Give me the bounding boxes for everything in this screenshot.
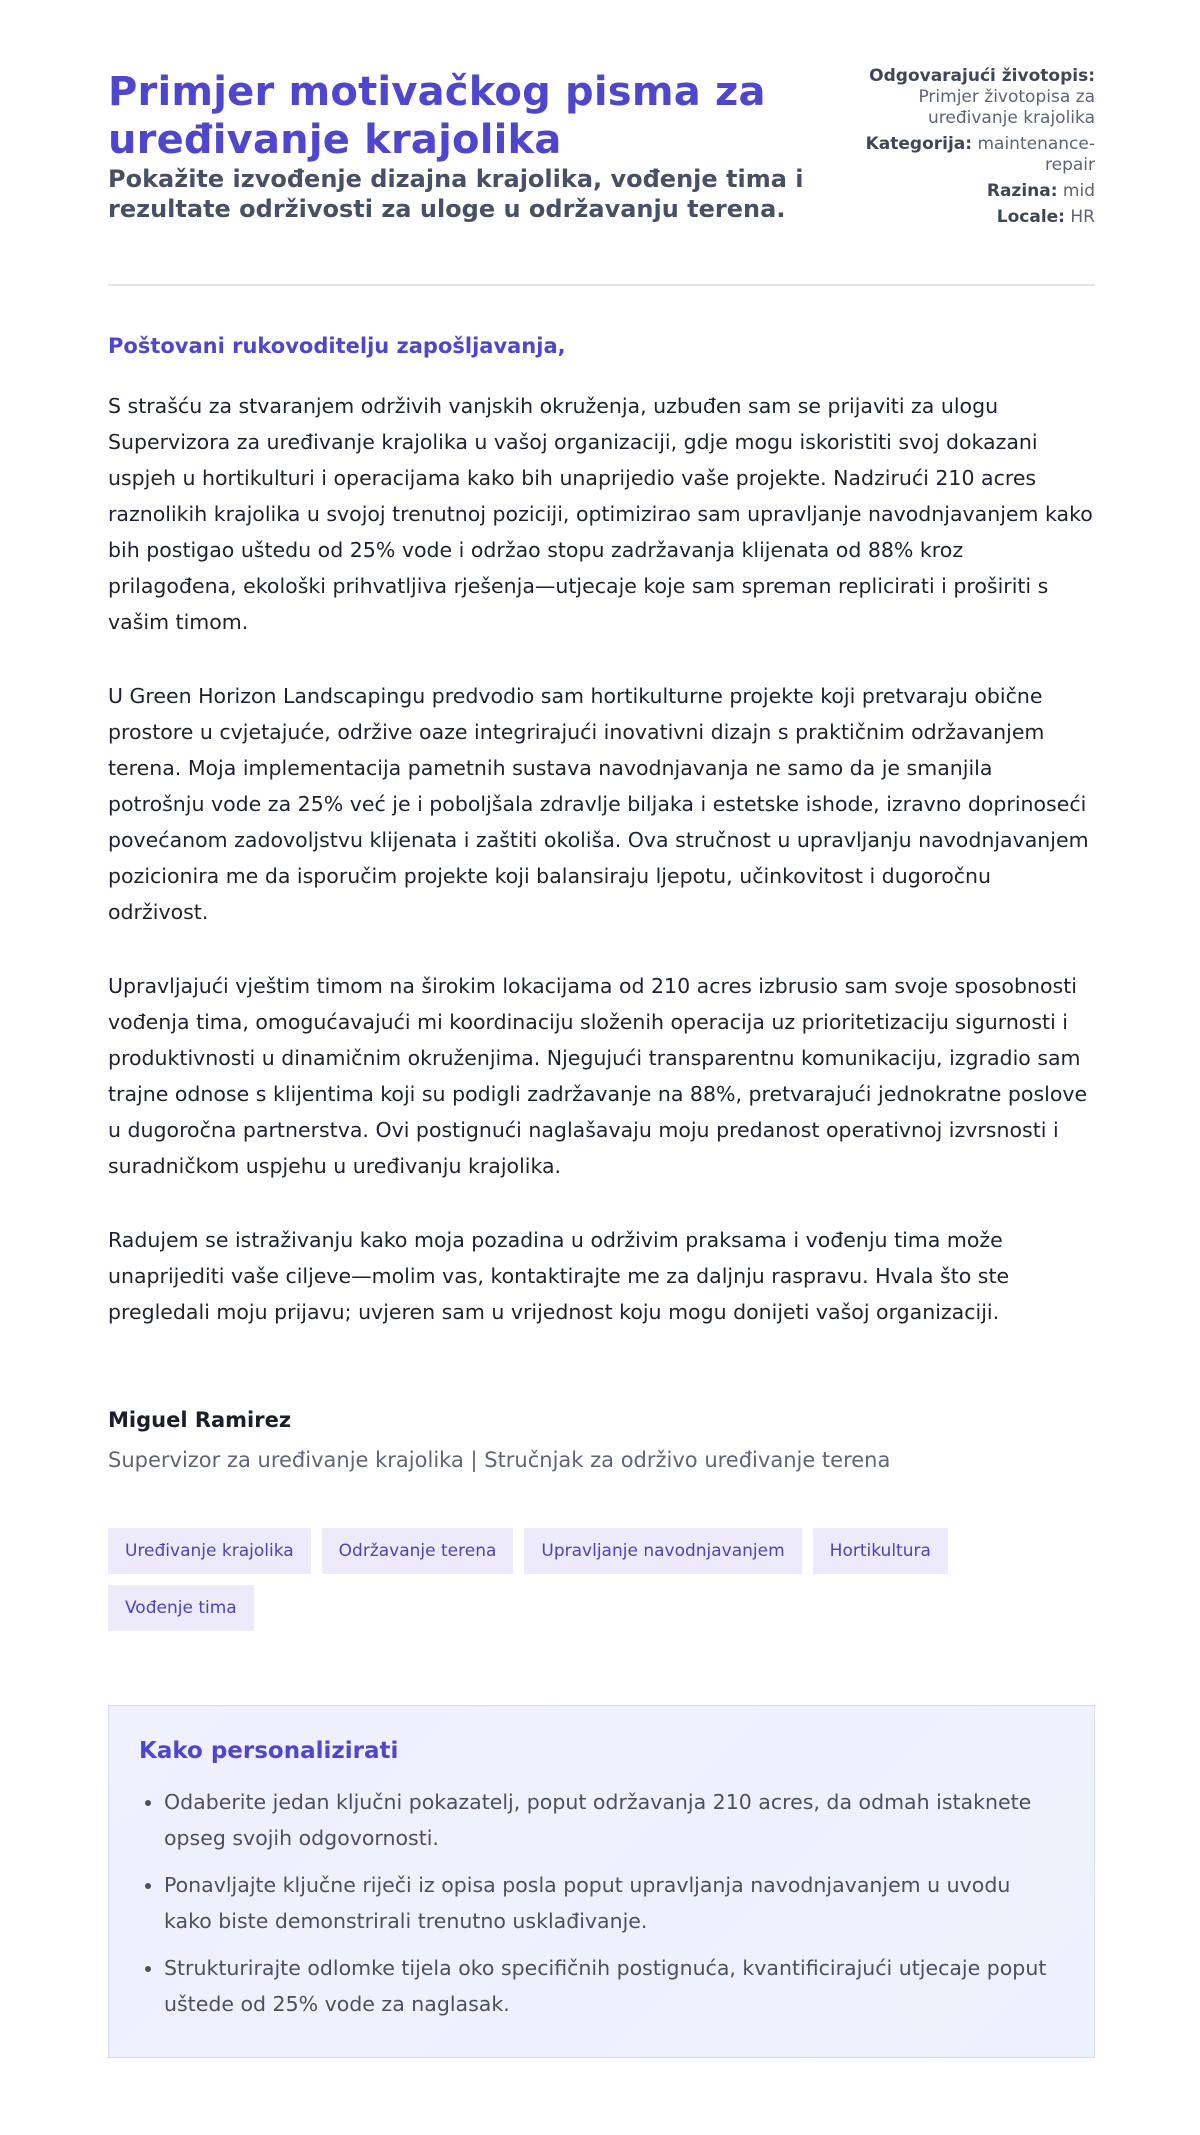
skill-tag: Vođenje tima	[108, 1585, 254, 1631]
meta-level-value: mid	[1062, 181, 1095, 201]
tips-item: • Odaberite jedan ključni pokazatelj, poput održavanja 210 acres, da odmah istaknete opseg svojih odgovornosti.	[164, 1784, 1064, 1856]
cover-letter-page	[108, 0, 1095, 2058]
skill-tags	[108, 1528, 1008, 1631]
letter-paragraph: Upravljajući vještim timom na širokim lokacijama od 210 acres izbrusio sam svoje sposobnosti vođenja tima, omogućavajući mi koordinaciju složenih operacija uz prioritetizaciju sigurnosti i produktivnosti u dinamičnim okruženjima. Njegujući transparentnu komunikaciju, izgradio sam trajne odnose s klijentima koji su podigli zadržavanje na 88%, pretvarajući jednokratne poslove u dugoročna partnerstva. Ovi postignući naglašavaju moju predanost operativnoj izvrsnosti i suradničkom uspjehu u uređivanju krajolika.	[108, 974, 1088, 1178]
letter-paragraph: Radujem se istraživanju kako moja pozadina u održivim praksama i vođenju tima može unaprijediti vaše ciljeve—molim vas, kontaktirajte me za daljnju raspravu. Hvala što ste pregledali moju prijavu; uvjeren sam u vrijednost koju mogu donijeti vašoj organizaciji.	[108, 1228, 1010, 1324]
signature-title: Supervizor za uređivanje krajolika | Stručnjak za održivo uređivanje terena	[108, 1448, 891, 1472]
meta-locale	[835, 207, 1095, 228]
meta-resume	[835, 66, 1095, 129]
skill-tag: Hortikultura	[813, 1528, 948, 1574]
tips-item: • Ponavljajte ključne riječi iz opisa posla poput upravljanja navodnjavanjem u uvodu kako biste demonstrirali trenutno usklađivanje.	[164, 1867, 1064, 1939]
page-header	[108, 0, 1095, 286]
letter-salutation: Poštovani rukovoditelju zapošljavanja,	[108, 334, 566, 358]
meta-level-label: Razina:	[986, 181, 1058, 201]
skill-tag: Uređivanje krajolika	[108, 1528, 311, 1574]
meta-category	[835, 134, 1095, 176]
tips-title: Kako personalizirati	[139, 1738, 399, 1764]
tips-list	[139, 1784, 1064, 2022]
page-title: Primjer motivačkog pisma za uređivanje krajolika	[108, 69, 766, 163]
letter-paragraph: S strašću za stvaranjem održivih vanjskih okruženja, uzbuđen sam se prijaviti za ulogu Supervizora za uređivanje krajolika u vašoj organizaciji, gdje mogu iskoristiti svoj dokazani uspjeh u hortikulturi i operacijama kako bih unaprijedio vaše projekte. Nadzirući 210 acres raznolikih krajolika u svojoj trenutnoj poziciji, optimizirao sam upravljanje navodnjavanjem kako bih postigao uštedu od 25% vode i održao stopu zadržavanja klijenata od 88% kroz prilagođena, ekološki prihvatljiva rješenja—utjecaje koje sam spreman replicirati i proširiti s vašim timom.	[108, 394, 1093, 634]
meta-locale-label: Locale:	[996, 207, 1065, 227]
skill-tag: Održavanje terena	[322, 1528, 514, 1574]
signature-name: Miguel Ramirez	[108, 1408, 292, 1432]
meta-panel	[835, 66, 1095, 233]
skill-tag: Upravljanje navodnjavanjem	[524, 1528, 801, 1574]
meta-category-value: maintenance-repair	[977, 134, 1095, 175]
meta-category-label: Kategorija:	[865, 134, 973, 154]
meta-level	[835, 181, 1095, 202]
tips-item: • Strukturirajte odlomke tijela oko specifičnih postignuća, kvantificirajući utjecaje poput uštede od 25% vode za naglasak.	[164, 1950, 1064, 2022]
letter-paragraph: U Green Horizon Landscapingu predvodio sam hortikulturne projekte koji pretvaraju obične prostore u cvjetajuće, održive oaze integrirajući inovativni dizajn s praktičnim održavanjem terena. Moja implementacija pametnih sustava navodnjavanja ne samo da je smanjila potrošnju vode za 25% već je i poboljšala zdravlje biljaka i estetske ishode, izravno doprinoseći povećanom zadovoljstvu klijenata i zaštiti okoliša. Ova stručnost u upravljanju navodnjavanjem pozicionira me da isporučim projekte koji balansiraju ljepotu, učinkovitost i dugoročnu održivost.	[108, 684, 1089, 924]
meta-resume-value: Primjer životopisa za uređivanje krajolika	[918, 87, 1095, 128]
personalization-tips	[108, 1705, 1095, 2058]
meta-resume-label: Odgovarajući životopis:	[869, 66, 1095, 86]
page-subtitle: Pokažite izvođenje dizajna krajolika, vođenje tima i rezultate održivosti za uloge u održavanju terena.	[108, 165, 804, 223]
meta-locale-value: HR	[1070, 207, 1095, 227]
